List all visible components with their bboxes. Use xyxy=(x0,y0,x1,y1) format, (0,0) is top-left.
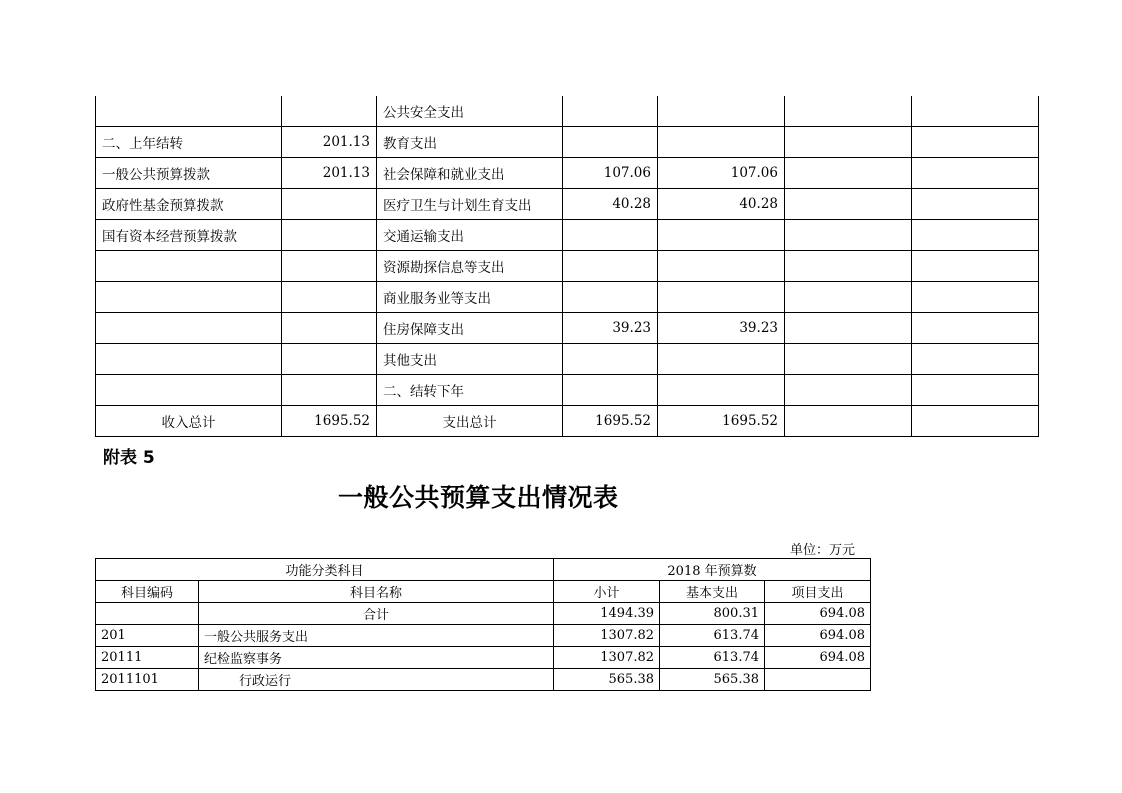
expense-col-6 xyxy=(785,158,912,189)
expense-col-7 xyxy=(912,313,1039,344)
income-item: 政府性基金预算拨款 xyxy=(96,189,282,220)
subtotal-cell: 1494.39 xyxy=(554,603,660,625)
income-amount xyxy=(282,96,377,127)
expense-total-value: 1695.52 xyxy=(563,406,658,437)
table-row xyxy=(96,220,1039,251)
income-item xyxy=(96,375,282,406)
expense-col-5 xyxy=(658,96,785,127)
income-item: 国有资本经营预算拨款 xyxy=(96,220,282,251)
expense-total xyxy=(563,220,658,251)
income-item xyxy=(96,344,282,375)
expense-col-5: 40.28 xyxy=(658,189,785,220)
income-item: 二、上年结转 xyxy=(96,127,282,158)
unit-label: 单位：万元 xyxy=(790,543,856,558)
project-cell: 694.08 xyxy=(765,625,871,647)
expense-total-label: 支出总计 xyxy=(377,406,563,437)
income-amount: 201.13 xyxy=(282,127,377,158)
expense-col-5 xyxy=(658,220,785,251)
name-cell: 一般公共服务支出 xyxy=(199,625,554,647)
expense-col-7 xyxy=(912,251,1039,282)
income-item xyxy=(96,96,282,127)
expense-col-7 xyxy=(912,220,1039,251)
expense-item: 住房保障支出 xyxy=(377,313,563,344)
expense-item: 交通运输支出 xyxy=(377,220,563,251)
table-row xyxy=(96,96,1039,127)
table-row xyxy=(96,127,1039,158)
budget-year-header: 2018 年预算数 xyxy=(554,559,871,581)
expense-total xyxy=(563,127,658,158)
code-cell: 201 xyxy=(96,625,199,647)
empty-cell xyxy=(785,406,912,437)
name-cell: 纪检监察事务 xyxy=(199,647,554,669)
income-amount: 201.13 xyxy=(282,158,377,189)
expense-item: 资源勘探信息等支出 xyxy=(377,251,563,282)
income-amount xyxy=(282,220,377,251)
project-cell xyxy=(765,669,871,691)
subtotal-cell: 1307.82 xyxy=(554,625,660,647)
code-header: 科目编码 xyxy=(96,581,199,603)
code-cell: 2011101 xyxy=(96,669,199,691)
empty-cell xyxy=(912,406,1039,437)
table-row xyxy=(96,158,1039,189)
table-row xyxy=(96,647,871,669)
expense-item: 社会保障和就业支出 xyxy=(377,158,563,189)
table-row xyxy=(96,282,1039,313)
expense-col-6 xyxy=(785,344,912,375)
expense-item: 教育支出 xyxy=(377,127,563,158)
expense-col-7 xyxy=(912,282,1039,313)
income-item xyxy=(96,313,282,344)
project-cell: 694.08 xyxy=(765,647,871,669)
name-header: 科目名称 xyxy=(199,581,554,603)
table-row xyxy=(96,625,871,647)
income-item: 一般公共预算拨款 xyxy=(96,158,282,189)
appendix-label: 附表 5 xyxy=(103,448,155,468)
expense-total xyxy=(563,282,658,313)
expense-col-6 xyxy=(785,375,912,406)
income-amount xyxy=(282,375,377,406)
subtotal-cell: 565.38 xyxy=(554,669,660,691)
income-amount xyxy=(282,313,377,344)
expense-item: 二、结转下年 xyxy=(377,375,563,406)
income-total-value: 1695.52 xyxy=(282,406,377,437)
project-header: 项目支出 xyxy=(765,581,871,603)
expense-col-6 xyxy=(785,189,912,220)
expense-col-5 xyxy=(658,282,785,313)
basic-cell: 800.31 xyxy=(660,603,765,625)
name-cell: 行政运行 xyxy=(199,669,554,691)
expense-col-6 xyxy=(785,282,912,313)
table-row xyxy=(96,669,871,691)
expense-col-6 xyxy=(785,220,912,251)
table-row xyxy=(96,251,1039,282)
subtotal-cell: 1307.82 xyxy=(554,647,660,669)
project-cell: 694.08 xyxy=(765,603,871,625)
expense-total: 39.23 xyxy=(563,313,658,344)
expense-col-7 xyxy=(912,127,1039,158)
expense-col-6 xyxy=(785,96,912,127)
expense-col-7 xyxy=(912,375,1039,406)
table-row xyxy=(96,603,871,625)
expense-col-5: 107.06 xyxy=(658,158,785,189)
expense-col-6 xyxy=(785,127,912,158)
expense-col-5 xyxy=(658,251,785,282)
income-amount xyxy=(282,344,377,375)
header-row xyxy=(96,559,871,581)
expense-col-5 xyxy=(658,344,785,375)
expense-total: 40.28 xyxy=(563,189,658,220)
expense-item: 商业服务业等支出 xyxy=(377,282,563,313)
expense-col-5 xyxy=(658,127,785,158)
expense-item: 医疗卫生与计划生育支出 xyxy=(377,189,563,220)
expense-col-7 xyxy=(912,96,1039,127)
table-row xyxy=(96,375,1039,406)
income-amount xyxy=(282,251,377,282)
expense-col-7 xyxy=(912,158,1039,189)
income-item xyxy=(96,282,282,313)
expense-col-5: 39.23 xyxy=(658,313,785,344)
income-amount xyxy=(282,282,377,313)
name-cell: 合计 xyxy=(199,603,554,625)
expense-total xyxy=(563,251,658,282)
expense-col-6 xyxy=(785,313,912,344)
expense-total: 107.06 xyxy=(563,158,658,189)
expense-item: 其他支出 xyxy=(377,344,563,375)
income-total-label: 收入总计 xyxy=(96,406,282,437)
expense-col-7 xyxy=(912,189,1039,220)
expense-item: 公共安全支出 xyxy=(377,96,563,127)
page-title: 一般公共预算支出情况表 xyxy=(338,483,619,512)
code-cell xyxy=(96,603,199,625)
expense-total xyxy=(563,344,658,375)
expense-col-7 xyxy=(912,344,1039,375)
expense-total xyxy=(563,375,658,406)
basic-cell: 565.38 xyxy=(660,669,765,691)
expense-total xyxy=(563,96,658,127)
table-row xyxy=(96,189,1039,220)
basic-cell: 613.74 xyxy=(660,647,765,669)
basic-header: 基本支出 xyxy=(660,581,765,603)
income-amount xyxy=(282,189,377,220)
subtotal-header: 小计 xyxy=(554,581,660,603)
code-cell: 20111 xyxy=(96,647,199,669)
table-row xyxy=(96,313,1039,344)
expense-basic-total-value: 1695.52 xyxy=(658,406,785,437)
expense-col-5 xyxy=(658,375,785,406)
budget-expenditure-table xyxy=(95,558,871,691)
expense-col-6 xyxy=(785,251,912,282)
header-row xyxy=(96,581,871,603)
income-item xyxy=(96,251,282,282)
income-expense-table xyxy=(95,96,1039,437)
functional-category-header: 功能分类科目 xyxy=(96,559,554,581)
table-row xyxy=(96,344,1039,375)
total-row xyxy=(96,406,1039,437)
basic-cell: 613.74 xyxy=(660,625,765,647)
